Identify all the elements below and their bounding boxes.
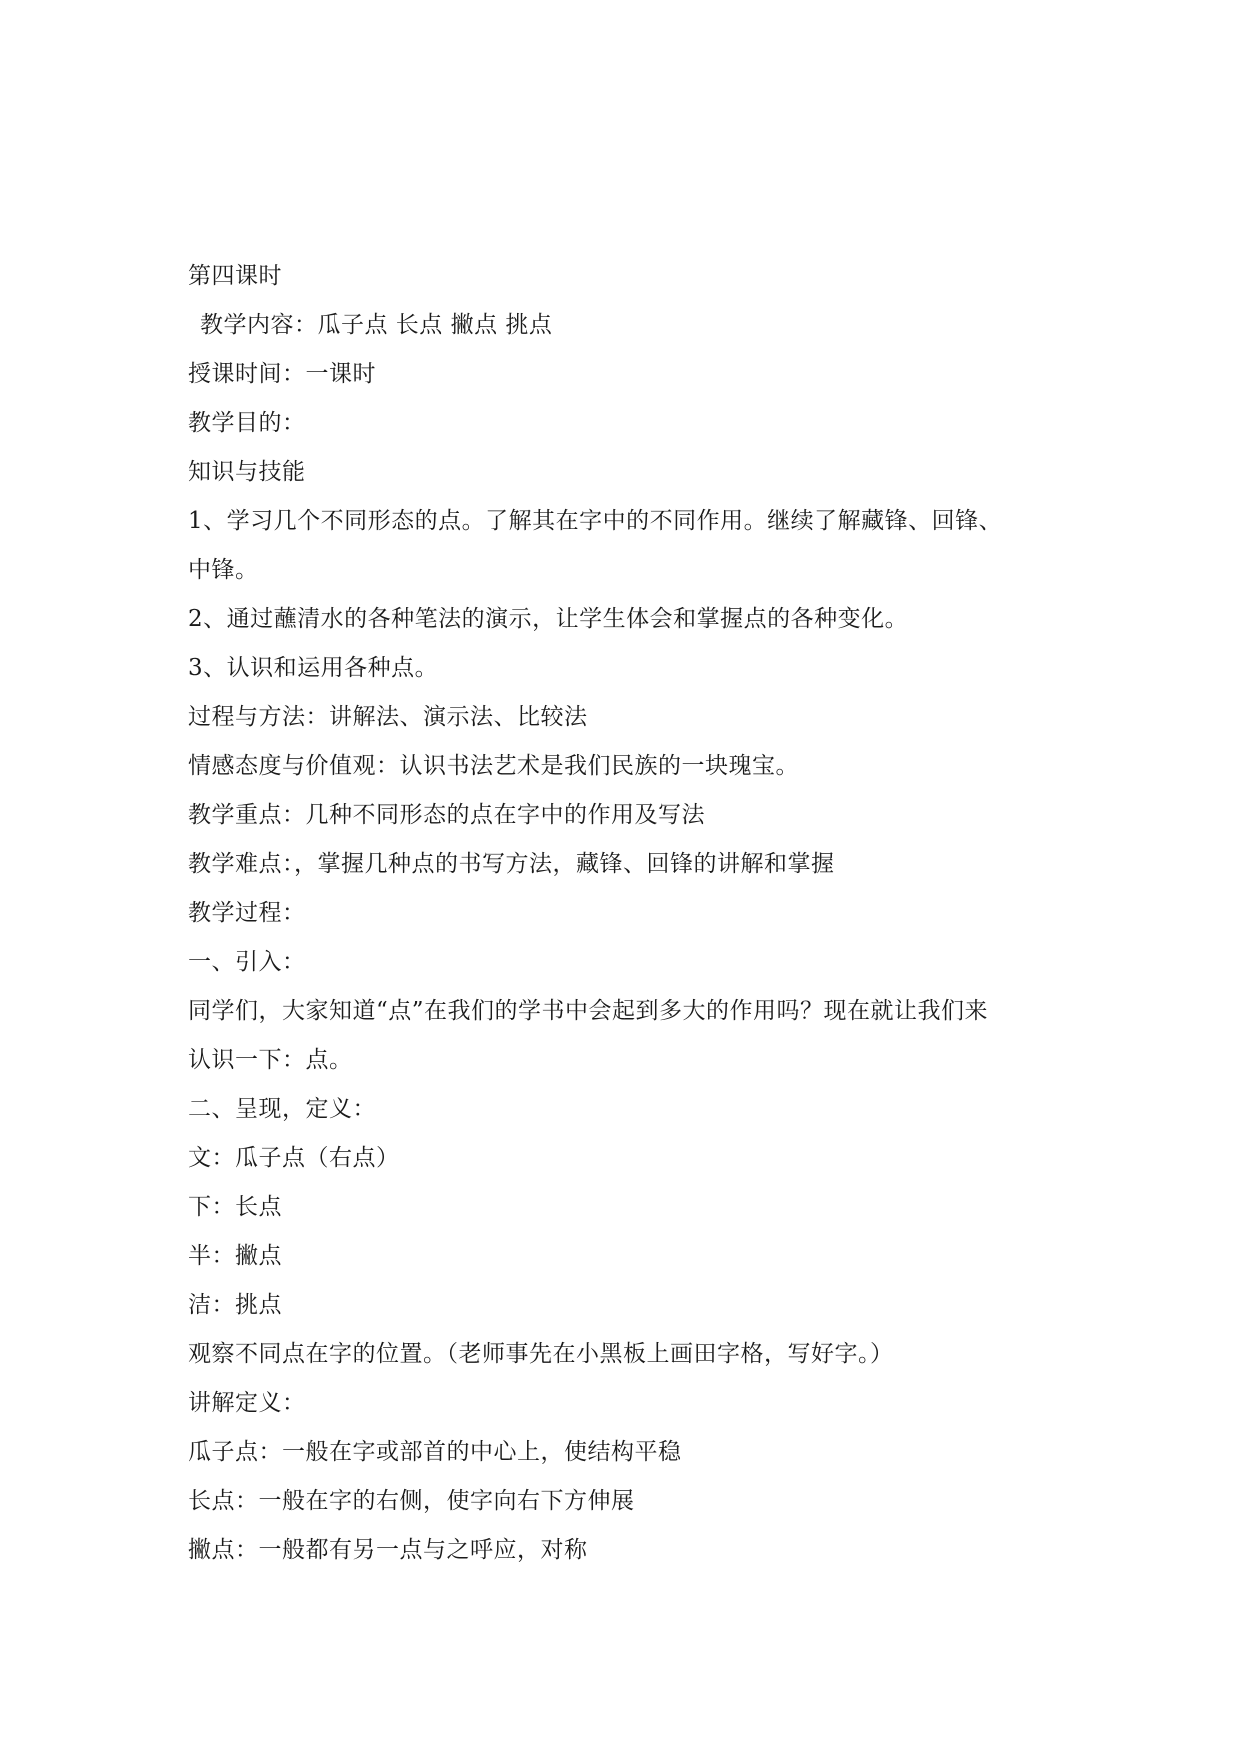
teaching-difficulties: 教学难点：，掌握几种点的书写方法，藏锋、回锋的讲解和掌握 [188, 851, 835, 877]
objective-1: 1、学习几个不同形态的点。了解其在字中的不同作用。继续了解藏锋、回锋、 [188, 508, 1003, 534]
lesson-title: 第四课时 [188, 263, 282, 289]
teaching-content: 教学内容：瓜子点 长点 撇点 挑点 [200, 312, 553, 338]
definitions-heading: 讲解定义： [188, 1390, 306, 1416]
definition-long-dot: 长点：一般在字的右侧，使字向右下方伸展 [188, 1488, 635, 1514]
teaching-key-points: 教学重点：几种不同形态的点在字中的作用及写法 [188, 802, 705, 828]
section-introduction: 一、引入： [188, 949, 306, 975]
objective-1-continued: 中锋。 [188, 557, 259, 583]
definition-guazi-dot: 瓜子点：一般在字或部首的中心上，使结构平稳 [188, 1439, 682, 1465]
process-methods: 过程与方法：讲解法、演示法、比较法 [188, 704, 588, 730]
teaching-objectives-heading: 教学目的： [188, 410, 306, 436]
example-wen: 文：瓜子点（右点） [188, 1145, 400, 1171]
document-body [188, 252, 1068, 1575]
objective-2: 2、通过蘸清水的各种笔法的演示，让学生体会和掌握点的各种变化。 [188, 606, 909, 632]
teaching-process-heading: 教学过程： [188, 900, 306, 926]
example-jie: 洁：挑点 [188, 1292, 282, 1318]
definition-pie-dot: 撇点：一般都有另一点与之呼应，对称 [188, 1537, 588, 1563]
knowledge-skills-heading: 知识与技能 [188, 459, 306, 485]
emotion-values: 情感态度与价值观：认识书法艺术是我们民族的一块瑰宝。 [188, 753, 799, 779]
class-time: 授课时间：一课时 [188, 361, 376, 387]
introduction-text-continued: 认识一下：点。 [188, 1047, 353, 1073]
example-xia: 下：长点 [188, 1194, 282, 1220]
introduction-text: 同学们，大家知道“点”在我们的学书中会起到多大的作用吗？现在就让我们来 [188, 998, 989, 1024]
section-presentation: 二、呈现，定义： [188, 1096, 376, 1122]
example-ban: 半：撇点 [188, 1243, 282, 1269]
objective-3: 3、认识和运用各种点。 [188, 655, 439, 681]
observation-note: 观察不同点在字的位置。（老师事先在小黑板上画田字格，写好字。） [188, 1341, 894, 1367]
